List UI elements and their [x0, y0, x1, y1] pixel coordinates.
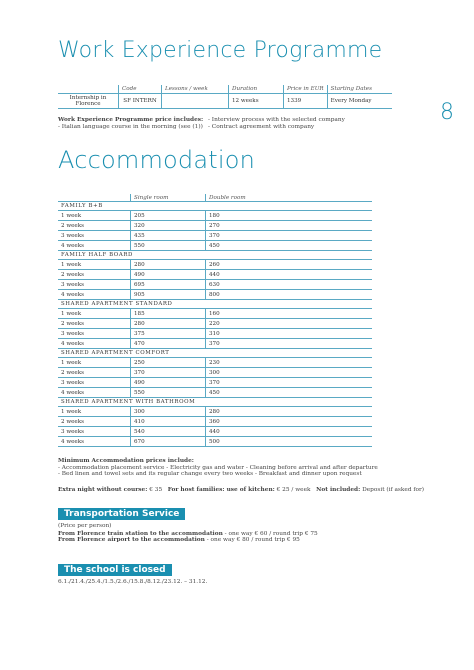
wep-includes-right-1: - Interview process with the selected company — [208, 117, 345, 123]
programme-price: 1339 — [284, 94, 328, 109]
double-price-cell: 450 — [206, 241, 373, 251]
duration-cell: 3 weeks — [58, 280, 131, 290]
duration-cell: 3 weeks — [58, 231, 131, 241]
single-price-cell: 280 — [131, 319, 206, 329]
accommodation-table — [58, 194, 372, 447]
double-price-cell: 260 — [206, 260, 373, 270]
kitchen-label: For host families: use of kitchen: — [167, 487, 275, 493]
duration-cell: 3 weeks — [58, 427, 131, 437]
acc-header-blank — [58, 194, 131, 202]
programme-dates: Every Monday — [327, 94, 392, 109]
not-included-label: Not included: — [316, 487, 361, 493]
double-price-cell: 500 — [206, 437, 373, 447]
section-name: FAMILY B+B — [58, 202, 372, 211]
transport-line-2-label: From Florence airport to the accommodation — [58, 537, 205, 544]
table-row — [58, 368, 372, 378]
table-row — [58, 427, 372, 437]
table-row — [58, 407, 372, 417]
single-price-cell: 490 — [131, 378, 206, 388]
double-price-cell: 160 — [206, 309, 373, 319]
single-price-cell: 185 — [131, 309, 206, 319]
double-price-cell: 280 — [206, 407, 373, 417]
duration-cell: 4 weeks — [58, 290, 131, 300]
single-price-cell: 205 — [131, 211, 206, 221]
section-name: SHARED APARTMENT STANDARD — [58, 300, 372, 309]
transport-line-2-value: - one way € 80 / round trip € 95 — [206, 537, 300, 544]
table-row — [58, 358, 372, 368]
single-price-cell: 540 — [131, 427, 206, 437]
header-dates: Starting Dates — [327, 85, 392, 94]
duration-cell: 1 week — [58, 407, 131, 417]
duration-cell: 2 weeks — [58, 221, 131, 231]
duration-cell: 2 weeks — [58, 368, 131, 378]
double-price-cell: 220 — [206, 319, 373, 329]
section-row — [58, 251, 372, 260]
single-price-cell: 280 — [131, 260, 206, 270]
programme-code: SF INTERN — [119, 94, 162, 109]
section-name: SHARED APARTMENT WITH BATHROOM — [58, 398, 372, 407]
table-row — [58, 241, 372, 251]
programme-lessons — [162, 94, 229, 109]
extras-line — [58, 487, 424, 494]
double-price-cell: 370 — [206, 339, 373, 349]
duration-cell: 1 week — [58, 211, 131, 221]
double-price-cell: 230 — [206, 358, 373, 368]
table-row — [58, 329, 372, 339]
double-price-cell: 440 — [206, 427, 373, 437]
transport-line-2 — [58, 537, 318, 544]
single-price-cell: 695 — [131, 280, 206, 290]
single-price-cell: 550 — [131, 388, 206, 398]
not-included-value: Deposit (if asked for) — [362, 487, 425, 493]
extra-night-label: Extra night without course: — [58, 487, 148, 493]
single-price-cell: 905 — [131, 290, 206, 300]
table-row — [58, 211, 372, 221]
single-price-cell: 300 — [131, 407, 206, 417]
section-name: SHARED APARTMENT COMFORT — [58, 349, 372, 358]
duration-cell: 4 weeks — [58, 437, 131, 447]
table-row — [58, 280, 372, 290]
double-price-cell: 440 — [206, 270, 373, 280]
duration-cell: 2 weeks — [58, 319, 131, 329]
section-row — [58, 398, 372, 407]
programme-name: Internship in Florence — [58, 94, 119, 109]
duration-cell: 4 weeks — [58, 339, 131, 349]
table-row — [58, 290, 372, 300]
table-row — [58, 437, 372, 447]
double-price-cell: 630 — [206, 280, 373, 290]
duration-cell: 1 week — [58, 309, 131, 319]
table-row — [58, 309, 372, 319]
duration-cell: 4 weeks — [58, 241, 131, 251]
transport-subtitle: (Price per person) — [58, 523, 112, 529]
header-price: Price in EUR — [284, 85, 328, 94]
wep-includes-right — [208, 117, 345, 130]
min-prices-line-1: - Accommodation placement service - Electricity gas and water - Cleaning before arrival and after departure — [58, 464, 378, 471]
double-price-cell: 300 — [206, 368, 373, 378]
single-price-cell: 470 — [131, 339, 206, 349]
double-price-cell: 800 — [206, 290, 373, 300]
transport-block — [58, 523, 318, 544]
table-row — [58, 270, 372, 280]
table-row — [58, 378, 372, 388]
min-prices-title: Minimum Accommodation prices include: — [58, 458, 194, 464]
closed-banner: The school is closed — [58, 564, 172, 576]
header-cell — [58, 85, 119, 94]
section-row — [58, 349, 372, 358]
work-experience-table — [58, 85, 392, 109]
single-price-cell: 320 — [131, 221, 206, 231]
duration-cell: 2 weeks — [58, 270, 131, 280]
single-price-cell: 410 — [131, 417, 206, 427]
double-price-cell: 270 — [206, 221, 373, 231]
header-duration: Duration — [229, 85, 284, 94]
min-prices-line-2: - Bed linen and towel sets and its regular change every two weeks - Breakfast and dinner upon request — [58, 471, 362, 478]
double-price-cell: 370 — [206, 378, 373, 388]
double-price-cell: 450 — [206, 388, 373, 398]
transport-banner: Transportation Service — [58, 508, 185, 520]
double-price-cell: 360 — [206, 417, 373, 427]
duration-cell: 1 week — [58, 358, 131, 368]
duration-cell: 4 weeks — [58, 388, 131, 398]
transport-line-1-label: From Florence train station to the accommodation — [58, 530, 223, 537]
table-row — [58, 221, 372, 231]
single-price-cell: 490 — [131, 270, 206, 280]
wep-includes-title: Work Experience Programme price includes: — [58, 117, 204, 123]
extra-night-value: € 35 — [149, 487, 163, 493]
duration-cell: 3 weeks — [58, 378, 131, 388]
single-price-cell: 370 — [131, 368, 206, 378]
transport-line-1-value: - one way € 60 / round trip € 75 — [224, 530, 318, 537]
transport-line-1 — [58, 531, 318, 538]
table-row — [58, 319, 372, 329]
table-row — [58, 388, 372, 398]
single-price-cell: 550 — [131, 241, 206, 251]
header-code: Code — [119, 85, 162, 94]
wep-includes — [58, 117, 203, 130]
double-price-cell: 180 — [206, 211, 373, 221]
table-row — [58, 260, 372, 270]
double-price-cell: 370 — [206, 231, 373, 241]
table-row — [58, 231, 372, 241]
duration-cell: 3 weeks — [58, 329, 131, 339]
acc-header-single: Single room — [131, 194, 206, 202]
page-number: 8 — [440, 100, 454, 125]
single-price-cell: 375 — [131, 329, 206, 339]
acc-header-double: Double room — [206, 194, 373, 202]
single-price-cell: 250 — [131, 358, 206, 368]
header-lessons: Lessons / week — [162, 85, 229, 94]
work-experience-title: Work Experience Programme — [58, 38, 383, 63]
wep-includes-left: - Italian language course in the morning (see (1)) — [58, 123, 203, 130]
closed-dates: 6.1./21.4./25.4./1.5./2.6./15.8./8.12./23.12. – 31.12. — [58, 579, 208, 585]
duration-cell: 1 week — [58, 260, 131, 270]
table-row — [58, 417, 372, 427]
programme-duration: 12 weeks — [229, 94, 284, 109]
duration-cell: 2 weeks — [58, 417, 131, 427]
single-price-cell: 435 — [131, 231, 206, 241]
double-price-cell: 310 — [206, 329, 373, 339]
single-price-cell: 670 — [131, 437, 206, 447]
section-row — [58, 300, 372, 309]
kitchen-value: € 25 / week — [276, 487, 311, 493]
section-name: FAMILY HALF BOARD — [58, 251, 372, 260]
min-prices-block — [58, 458, 378, 478]
section-row — [58, 202, 372, 211]
table-row — [58, 339, 372, 349]
wep-includes-right-2: - Contract agreement with company — [208, 123, 315, 130]
accommodation-title: Accommodation — [58, 146, 256, 174]
